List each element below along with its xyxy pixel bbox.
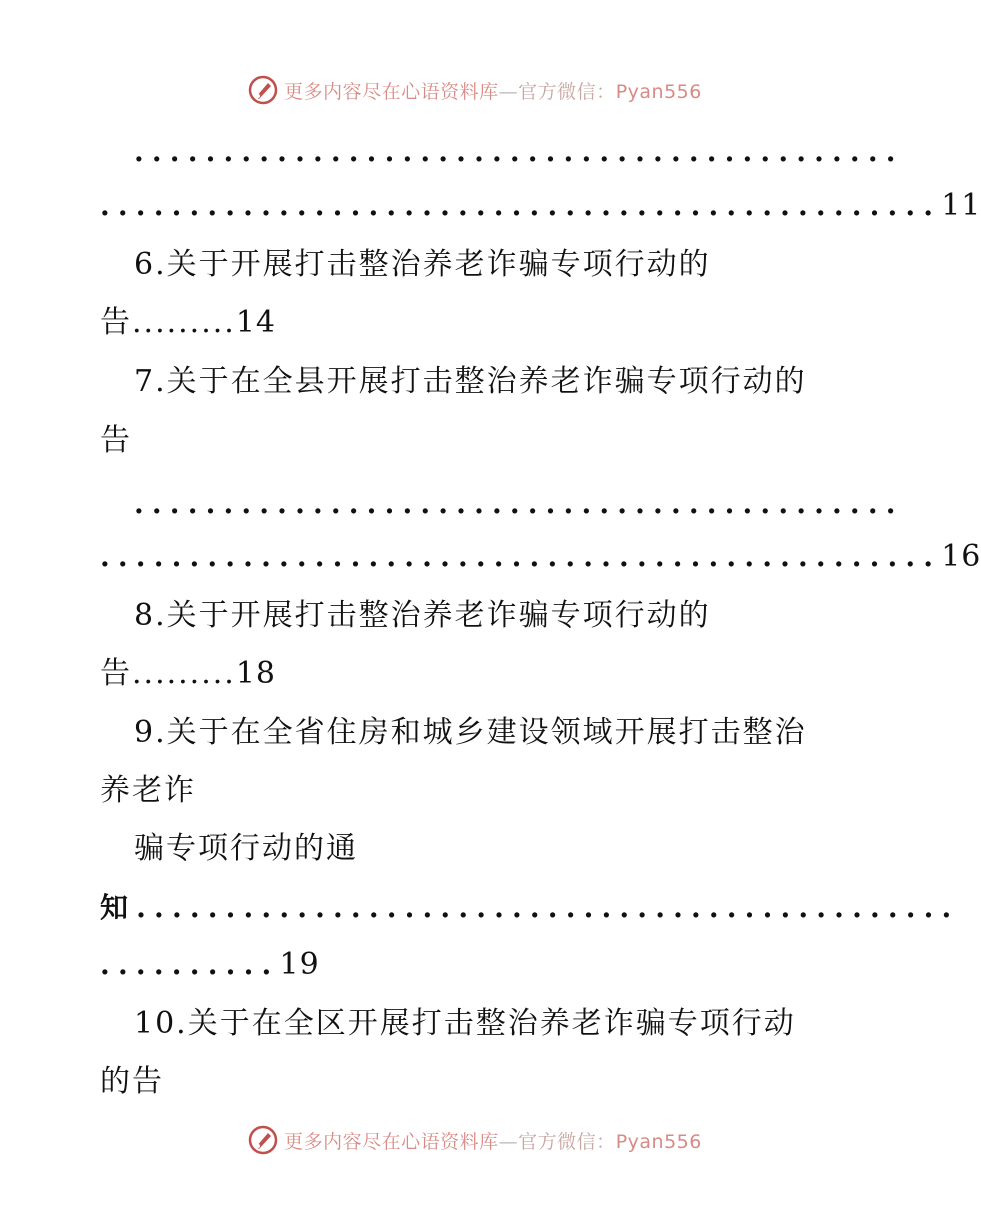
toc-leader-dots: ............................................... — [100, 189, 942, 222]
header-banner-text — [284, 77, 702, 104]
toc-item-text: 8.关于开展打击整治养老诈骗专项行动的 — [134, 598, 711, 633]
toc-item-text: 知.............................................. — [100, 891, 960, 924]
banner-wechat-label: 官方微信： — [518, 1130, 616, 1153]
toc-item-8-continuation[interactable] — [100, 654, 276, 694]
banner-wechat-id: Pyan556 — [615, 80, 702, 103]
toc-item-8-title[interactable] — [134, 596, 711, 636]
banner-wechat-id: Pyan556 — [615, 1130, 702, 1153]
toc-page-number: 19 — [279, 947, 320, 982]
toc-item-9-continuation[interactable] — [134, 829, 358, 869]
toc-page-number: 11 — [941, 188, 981, 223]
toc-item-text: 养老诈 — [100, 773, 196, 808]
toc-item-text: 骗专项行动的通 — [134, 831, 358, 866]
toc-leader-dots: ............................................... — [100, 540, 942, 573]
toc-item-text: 9.关于在全省住房和城乡建设领域开展打击整治 — [134, 715, 807, 750]
toc-leader-dots: ........................................... — [134, 487, 904, 520]
toc-item-9-continuation[interactable] — [100, 888, 959, 928]
toc-item-text: 6.关于开展打击整治养老诈骗专项行动的 — [134, 247, 711, 282]
toc-dots-line — [134, 484, 904, 524]
toc-item-text: 告......... — [100, 656, 236, 691]
footer-banner-text — [284, 1127, 702, 1154]
toc-dots-line-page — [100, 945, 320, 985]
toc-item-6-continuation[interactable] — [100, 303, 276, 343]
banner-wechat-label: 官方微信： — [518, 80, 616, 103]
pen-logo-icon — [248, 75, 278, 105]
toc-item-6-title[interactable] — [134, 245, 711, 285]
toc-dots-line — [134, 132, 904, 172]
pen-logo-icon — [248, 1125, 278, 1155]
toc-item-10-title[interactable] — [134, 1004, 796, 1044]
toc-item-text: 10.关于在全区开展打击整治养老诈骗专项行动 — [134, 1006, 796, 1041]
toc-dots-line-page — [100, 537, 981, 577]
toc-leader-dots: .......... — [100, 948, 280, 981]
toc-item-7-continuation[interactable] — [100, 421, 132, 461]
header-banner — [0, 70, 950, 110]
banner-site-name: 更多内容尽在心语资料库 — [284, 80, 499, 103]
toc-item-9-continuation[interactable] — [100, 771, 196, 811]
toc-item-7-title[interactable] — [134, 362, 807, 402]
toc-item-text: 告 — [100, 423, 132, 458]
toc-item-text: 告......... — [100, 305, 236, 340]
banner-dash: — — [498, 1130, 519, 1153]
toc-item-10-continuation[interactable] — [100, 1062, 164, 1102]
toc-dots-line-page — [100, 186, 981, 226]
banner-dash: — — [498, 80, 519, 103]
toc-page-number: 14 — [235, 305, 277, 340]
banner-site-name: 更多内容尽在心语资料库 — [284, 1130, 499, 1153]
footer-banner — [0, 1120, 950, 1160]
toc-leader-dots: ........................................... — [134, 135, 904, 168]
toc-item-text: 的告 — [100, 1064, 164, 1099]
toc-page-number: 18 — [235, 656, 277, 691]
toc-page-number: 16 — [941, 539, 981, 574]
toc-item-9-title[interactable] — [134, 713, 807, 753]
toc-item-text: 7.关于在全县开展打击整治养老诈骗专项行动的 — [134, 364, 807, 399]
